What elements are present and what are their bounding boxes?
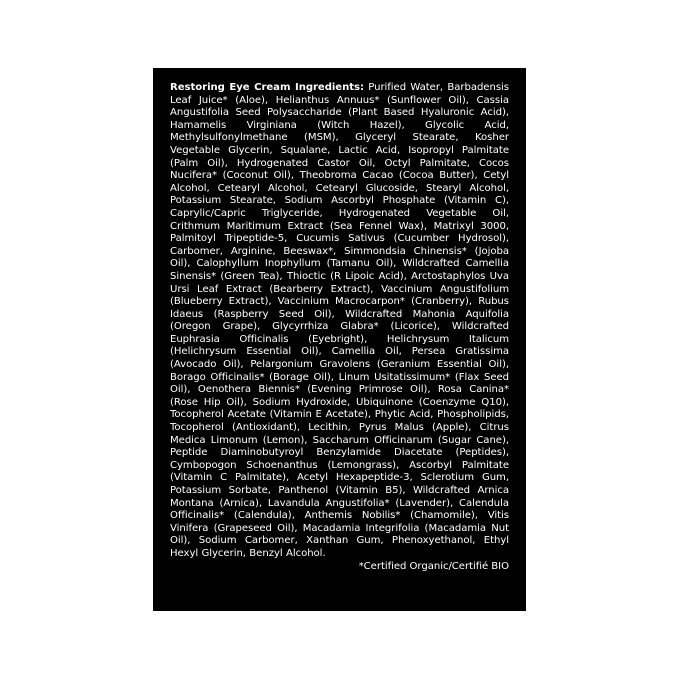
ingredients-paragraph: [170, 82, 509, 561]
ingredients-body: Purified Water, Barbadensis Leaf Juice* (Aloe), Helianthus Annuus* (Sunflower Oil), Cassia Angustifolia Seed Polysaccharide (Plant Based Hyaluronic Acid), Hamamelis Virginiana (Witch Hazel), Glycolic Acid, Methylsulfonylmethane (MSM), Glyceryl Stearate, Kosher Vegetable Glycerin, Squalane, Lactic Acid, Isopropyl Palmitate (Palm Oil), Hydrogenated Castor Oil, Octyl Palmitate, Cocos Nucifera* (Coconut Oil), Theobroma Cacao (Cocoa Butter), Cetyl Alcohol, Cetearyl Alcohol, Cetearyl Glucoside, Stearyl Alcohol, Potassium Stearate, Sodium Ascorbyl Phosphate (Vitamin C), Caprylic/Capric Triglyceride, Hydrogenated Vegetable Oil, Crithmum Maritimum Extract (Sea Fennel Wax), Matrixyl 3000, Palmitoyl Tripeptide-5, Cucumis Sativus (Cucumber Hydrosol), Carbomer, Arginine, Beeswax*, Simmondsia Chinensis* (Jojoba Oil), Calophyllum Inophyllum (Tamanu Oil), Wildcrafted Camellia Sinensis* (Green Tea), Thioctic (R Lipoic Acid), Arctostaphylos Uva Ursi Leaf Extract (Bearberry Extract), Vaccinium Angustifolium (Blueberry Extract), Vaccinium Macrocarpon* (Cranberry), Rubus Idaeus (Raspberry Seed Oil), Wildcrafted Mahonia Aquifolia (Oregon Grape), Glycyrrhiza Glabra* (Licorice), Wildcrafted Euphrasia Officinalis (Eyebright), Helichrysum Italicum (Helichrysum Essential Oil), Camellia Oil, Persea Gratissima (Avocado Oil), Pelargonium Gravolens (Geranium Essential Oil), Borago Officinalis* (Borage Oil), Linum Usitatissimum* (Flax Seed Oil), Oenothera Biennis* (Evening Primrose Oil), Rosa Canina* (Rose Hip Oil), Sodium Hydroxide, Ubiquinone (Coenzyme Q10), Tocopherol Acetate (Vitamin E Acetate), Phytic Acid, Phospholipids, Tocopherol (Antioxidant), Lecithin, Pyrus Malus (Apple), Citrus Medica Limonum (Lemon), Saccharum Officinarum (Sugar Cane), Peptide Diaminobutyroyl Benzylamide Diacetate (Peptides), Cymbopogon Schoenanthus (Lemongrass), Ascorbyl Palmitate (Vitamin C Palmitate), Acetyl Hexapeptide-3, Sclerotium Gum, Potassium Sorbate, Panthenol (Vitamin B5), Wildcrafted Arnica Montana (Arnica), Lavandula Angustifolia* (Lavender), Calendula Officinalis* (Calendula), Anthemis Nobilis* (Chamomile), Vitis Vinifera (Grapeseed Oil), Macadamia Integrifolia (Macadamia Nut Oil), Sodium Carbomer, Xanthan Gum, Phenoxyethanol, Ethyl Hexyl Glycerin, Benzyl Alcohol.: [170, 82, 509, 559]
ingredients-label-panel: [153, 68, 526, 611]
certification-note: *Certified Organic/Certifié BIO: [358, 560, 509, 572]
ingredients-heading: Restoring Eye Cream Ingredients:: [170, 82, 364, 93]
